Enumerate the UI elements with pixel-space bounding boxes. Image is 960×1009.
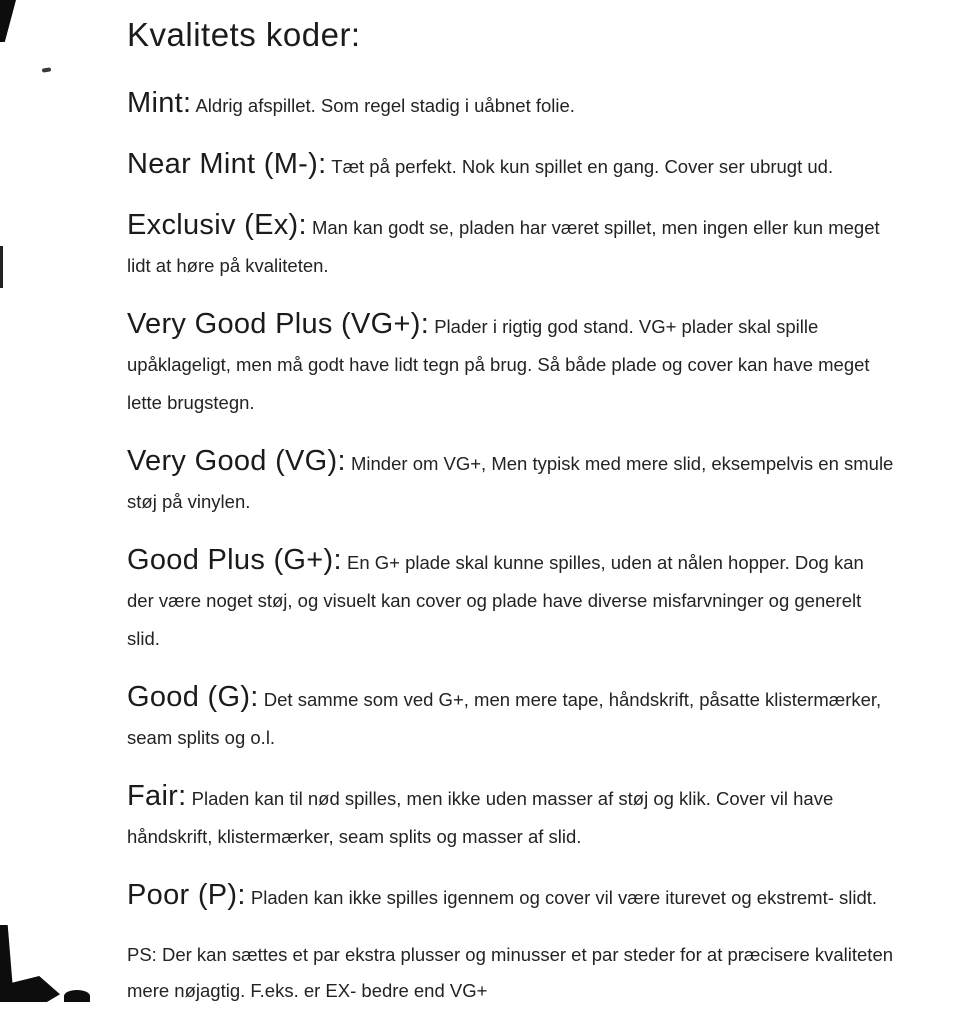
grade-entry-fair [127,777,894,856]
grade-description: Det samme som ved G+, men mere tape, håndskrift, påsatte klistermærker, seam splits og o.l. [127,689,882,748]
scan-artifact-bottom-smear [8,976,60,1002]
grade-description: Plader i rigtig god stand. VG+ plader skal spille upåklageligt, men må godt have lidt tegn på brug. Så både plade og cover kan have meget lette brugstegn. [127,316,870,413]
scan-artifact-left-line [0,246,3,288]
grade-term: Exclusiv (Ex): [127,209,307,241]
grade-term: Fair: [127,780,187,812]
grade-description: Minder om VG+, Men typisk med mere slid, eksempelvis en smule støj på vinylen. [127,453,894,512]
grade-term: Poor (P): [127,879,246,911]
grade-description: En G+ plade skal kunne spilles, uden at nålen hopper. Dog kan der være noget støj, og visuelt kan cover og plade have diverse misfarvninger og generelt slid. [127,552,864,649]
footnote: PS: Der kan sættes et par ekstra plusser og minusser et par steder for at præcisere kvaliteten mere nøjagtig. F.eks. er EX- bedre end VG+ [127,944,894,1001]
grade-description: Aldrig afspillet. Som regel stadig i uåbnet folie. [195,95,575,116]
page-title: Kvalitets koder: [127,16,361,53]
grade-description: Pladen kan til nød spilles, men ikke uden masser af støj og klik. Cover vil have håndskrift, klistermærker, seam splits og masser af slid. [127,788,834,847]
grade-entry-near-mint [127,145,894,186]
grade-term: Near Mint (M-): [127,148,327,180]
grade-entry-very-good-plus [127,305,894,422]
grade-term: Good Plus (G+): [127,544,342,576]
grade-entry-exclusiv [127,206,894,285]
grade-description: Pladen kan ikke spilles igennem og cover vil være iturevet og ekstremt- slidt. [250,887,878,908]
grade-entry-good [127,678,894,757]
grade-entry-poor [127,876,894,917]
grade-description: Man kan godt se, pladen har været spillet, men ingen eller kun meget lidt at høre på kvaliteten. [127,217,880,276]
scan-artifact-top-left [0,0,16,42]
grade-entry-very-good [127,442,894,521]
scan-artifact-bottom-dot [64,990,90,1002]
grade-term: Mint: [127,87,192,119]
grade-entry-good-plus [127,541,894,658]
grade-entry-mint [127,84,894,125]
scan-artifact-dash [42,67,51,72]
grade-term: Very Good (VG): [127,445,346,477]
grade-term: Good (G): [127,681,259,713]
grade-term: Very Good Plus (VG+): [127,308,430,340]
grade-description: Tæt på perfekt. Nok kun spillet en gang. Cover ser ubrugt ud. [331,156,834,177]
